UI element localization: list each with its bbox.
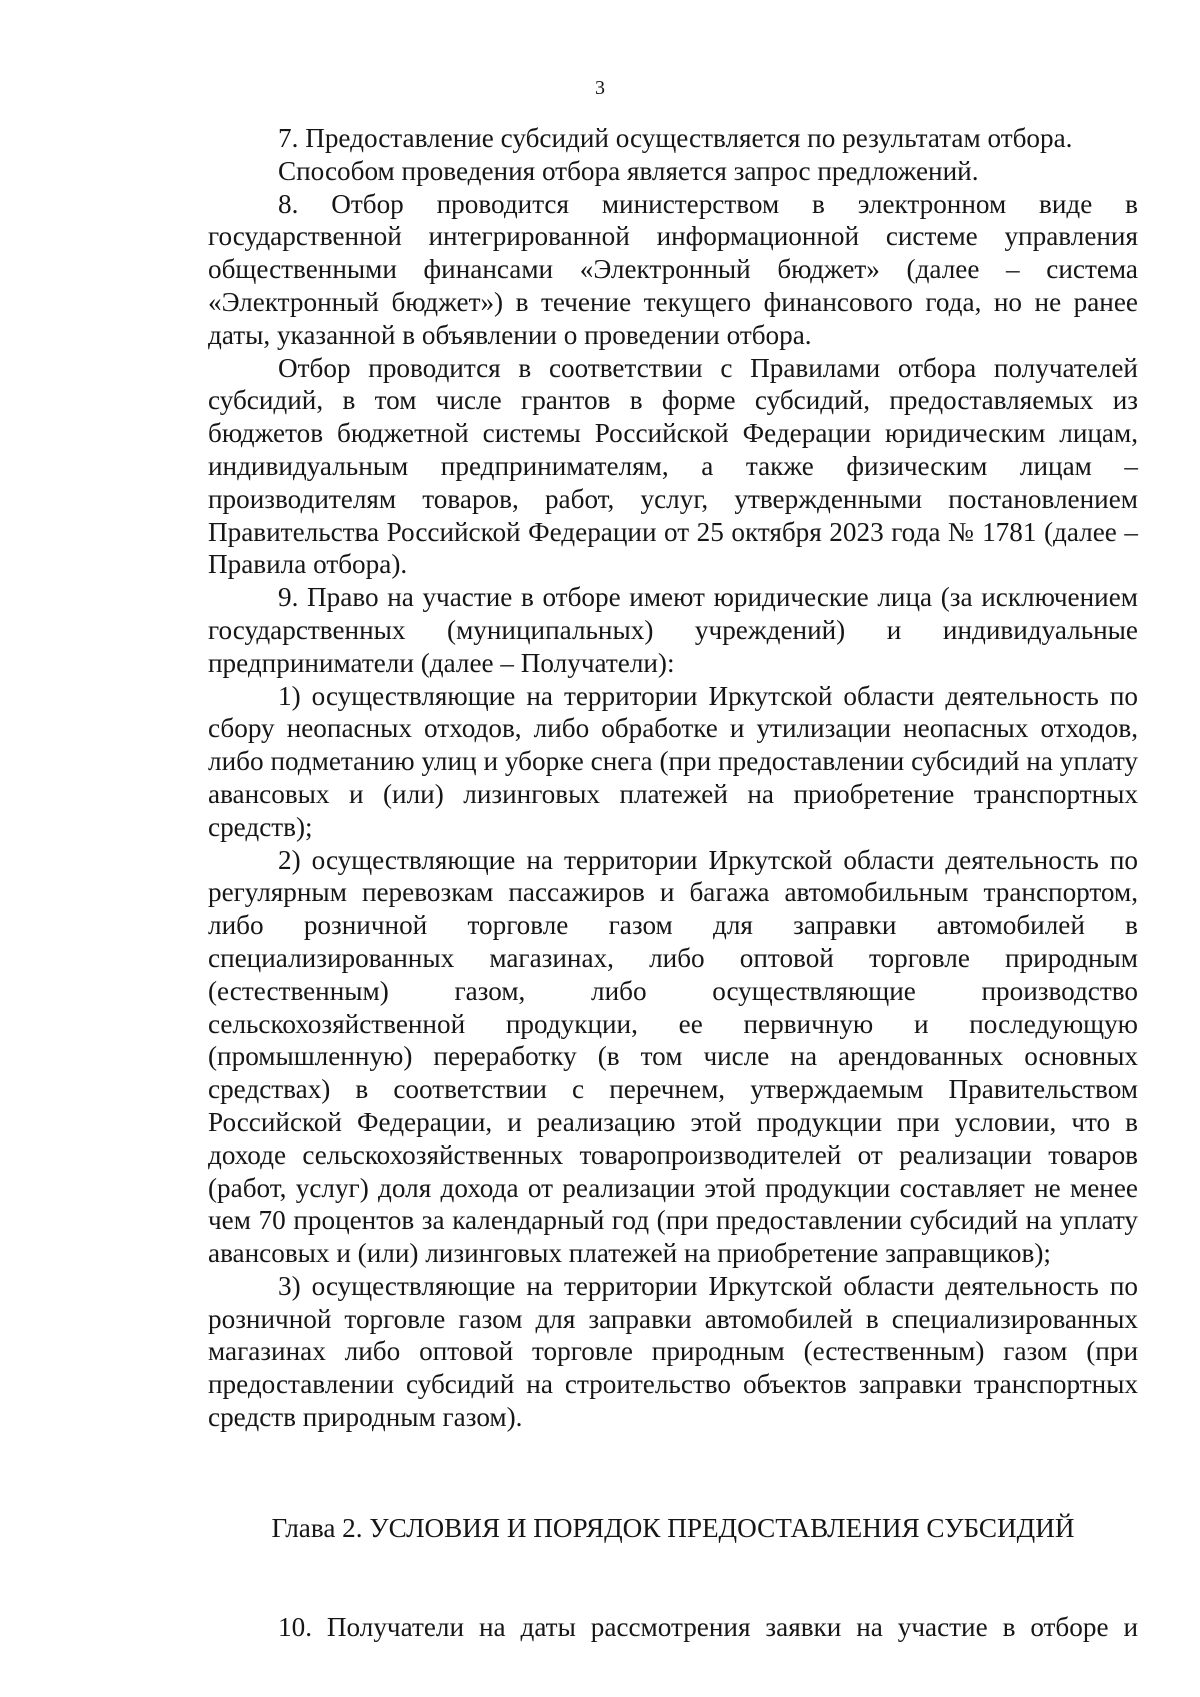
paragraph-item-8: 8. Отбор проводится министерством в электронном виде в государственной интегрированной информационной системе управления общественными финансами «Электронный бюджет» (далее – система «Электронный бюджет») в течение текущего финансового года, но не ранее даты, указанной в объявлении о проведении отбора. xyxy=(208,188,1138,350)
paragraph-subitem-2: 2) осуществляющие на территории Иркутской области деятельность по регулярным перевозкам пассажиров и багажа автомобильным транспортом, либо розничной торговле газом для заправки автомобилей в специализированных магазинах, либо оптовой торговле природным (естественным) газом, либо осуществляющие производство сельскохозяйственной продукции, ее первичную и последующую (промышленную) переработку (в том числе на арендованных основных средствах) в соответствии с перечнем, утверждаемым Правительством Российской Федерации, и реализацию этой продукции при условии, что в доходе сельскохозяйственных товаропроизводителей от реализации товаров (работ, услуг) доля дохода от реализации этой продукции составляет не менее чем 70 процентов за календарный год (при предоставлении субсидий на уплату авансовых и (или) лизинговых платежей на приобретение заправщиков); xyxy=(208,844,1138,1269)
document-body xyxy=(208,122,1138,1434)
paragraph-selection-rules: Отбор проводится в соответствии с Правилами отбора получателей субсидий, в том числе грантов в форме субсидий, предоставляемых из бюджетов бюджетной системы Российской Федерации юридическим лицам, индивидуальным предпринимателям, а также физическим лицам – производителям товаров, работ, услуг, утвержденными постановлением Правительства Российской Федерации от 25 октября 2023 года № 1781 (далее – Правила отбора). xyxy=(208,352,1138,580)
paragraph-item-9: 9. Право на участие в отборе имеют юридические лица (за исключением государственных (муниципальных) учреждений) и индивидуальные предприниматели (далее – Получатели): xyxy=(208,582,1138,678)
page-number: 3 xyxy=(595,77,605,99)
paragraph-subitem-1: 1) осуществляющие на территории Иркутской области деятельность по сбору неопасных отходов, либо обработке и утилизации неопасных отходов, либо подметанию улиц и уборке снега (при предоставлении субсидий на уплату авансовых и (или) лизинговых платежей на приобретение транспортных средств); xyxy=(208,680,1138,842)
paragraph-subitem-3: 3) осуществляющие на территории Иркутской области деятельность по розничной торговле газом для заправки автомобилей в специализированных магазинах либо оптовой торговле природным (естественным) газом (при предоставлении субсидий на строительство объектов заправки транспортных средств природным газом). xyxy=(208,1270,1138,1433)
paragraph-selection-method: Способом проведения отбора является запрос предложений. xyxy=(278,155,979,186)
chapter-heading: Глава 2. УСЛОВИЯ И ПОРЯДОК ПРЕДОСТАВЛЕНИЯ СУБСИДИЙ xyxy=(271,1513,1075,1543)
paragraph-item-7: 7. Предоставление субсидий осуществляется по результатам отбора. xyxy=(278,123,1073,153)
paragraph-item-10: 10. Получатели на даты рассмотрения заявки на участие в отборе и xyxy=(278,1612,1138,1642)
